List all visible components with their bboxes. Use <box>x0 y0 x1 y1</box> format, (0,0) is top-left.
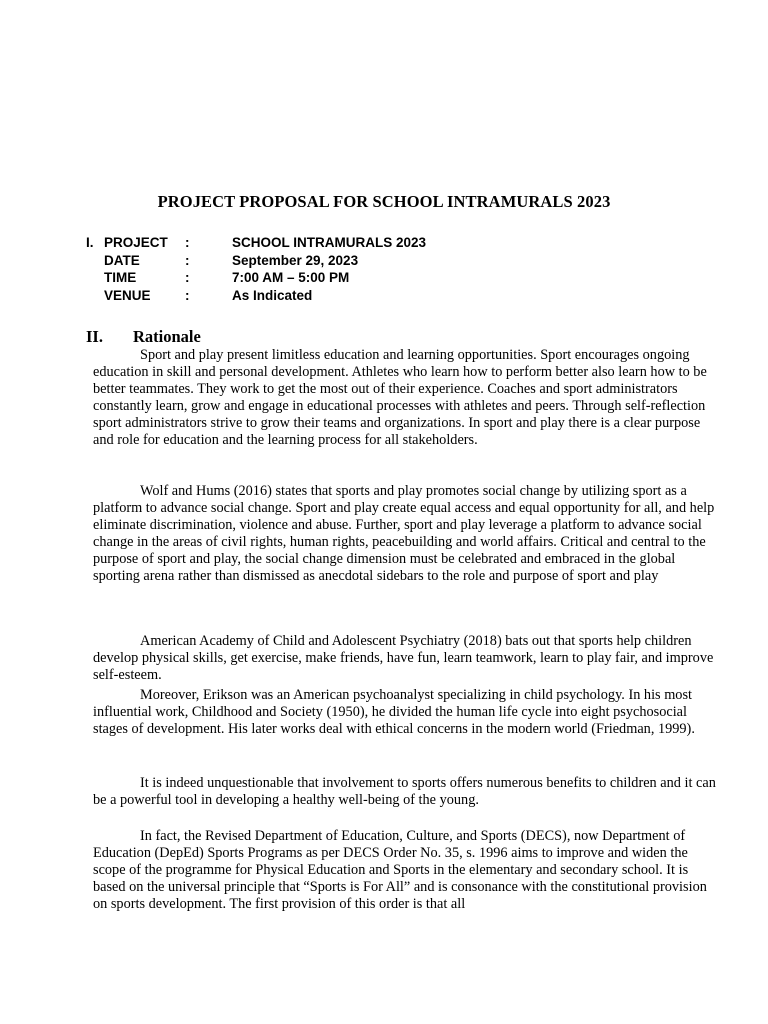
info-label: TIME <box>104 270 137 285</box>
section-heading-text: Rationale <box>133 327 201 346</box>
section-number-two: II. <box>86 327 103 346</box>
rationale-paragraph: Sport and play present limitless education and learning opportunities. Sport encourages ongoing education in skill and personal development. Athletes who learn how to perform better also learn how to be better teammates. They work to get the most out of their experience. Coaches and sport administrators constantly learn, grow and engage in educational processes with athletes and peers. Through self-reflection sport administrators strive to grow their teams and organizations. In sport and play there is a clear purpose and role for education and the learning process for all stakeholders. <box>93 347 707 448</box>
info-colon: : <box>185 235 190 250</box>
info-label: DATE <box>104 252 140 268</box>
rationale-paragraph: It is indeed unquestionable that involvement to sports offers numerous benefits to children and it can be a powerful tool in developing a healthy well-being of the young. <box>93 775 716 808</box>
rationale-paragraph: American Academy of Child and Adolescent Psychiatry (2018) bats out that sports help children develop physical skills, get exercise, make friends, have fun, learn teamwork, learn to play fair, and improve self-esteem. <box>93 633 714 683</box>
info-label: VENUE <box>104 287 151 303</box>
info-colon: : <box>185 287 190 303</box>
rationale-paragraph: In fact, the Revised Department of Education, Culture, and Sports (DECS), now Department of Education (DepEd) Sports Programs as per DECS Order No. 35, s. 1996 aims to improve and widen the scope of the programme for Physical Education and Sports in the elementary and secondary school. It is based on the universal principle that “Sports is For All” and is consonance with the constitutional provision on sports development. The first provision of this order is that all <box>93 828 707 912</box>
info-colon: : <box>185 252 190 268</box>
rationale-paragraph: Moreover, Erikson was an American psychoanalyst specializing in child psychology. In his most influential work, Childhood and Society (1950), he divided the human life cycle into eight psychosocial stages of development. His later works deal with ethical concerns in the modern world (Friedman, 1999). <box>93 687 695 737</box>
info-label: PROJECT <box>104 235 168 250</box>
info-colon: : <box>185 270 190 285</box>
info-value: As Indicated <box>232 287 313 303</box>
info-value: SCHOOL INTRAMURALS 2023 <box>232 235 427 250</box>
rationale-paragraph: Wolf and Hums (2016) states that sports and play promotes social change by utilizing sport as a platform to advance social change. Sport and play create equal access and equal opportunity for all, and help eliminate discrimination, violence and abuse. Further, sport and play leverage a platform to advance social change in the areas of civil rights, human rights, peacebuilding and world affairs. Critical and central to the purpose of sport and play, the social change dimension must be celebrated and embraced in the global sporting arena rather than dismissed as anecdotal sidebars to the role and purpose of sport and play <box>93 483 715 584</box>
info-value: 7:00 AM – 5:00 PM <box>232 270 350 285</box>
document-title: PROJECT PROPOSAL FOR SCHOOL INTRAMURALS 2023 <box>157 192 611 211</box>
section-number-one: I. <box>86 235 94 250</box>
info-value: September 29, 2023 <box>232 252 359 268</box>
